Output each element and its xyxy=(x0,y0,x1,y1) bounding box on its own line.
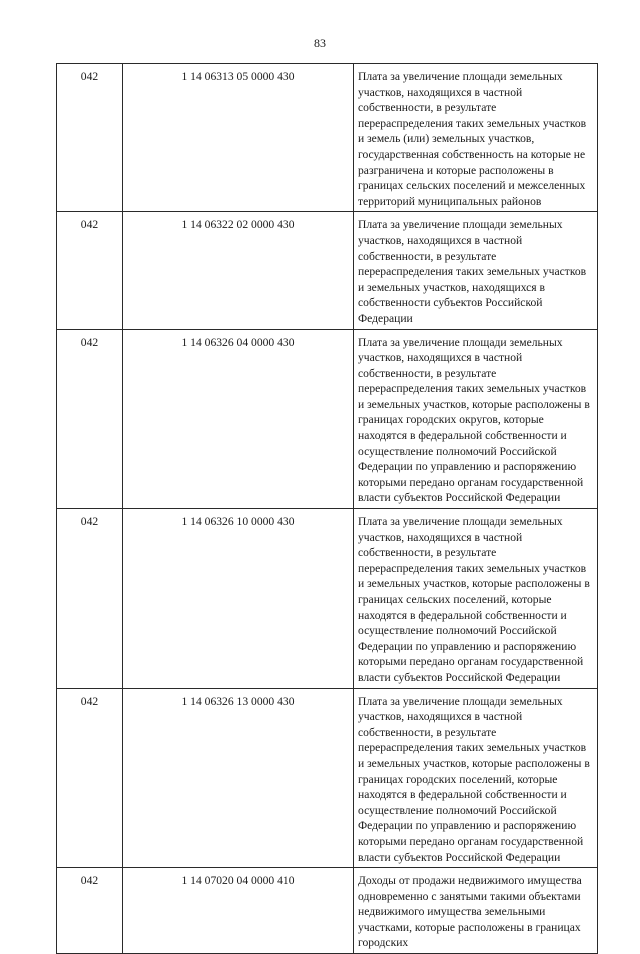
description-cell: Плата за увеличение площади земельных участков, находящихся в частной собственности, в результате перераспределения таких земельных участков и земельных участков, которые расположены в границах городских округов, которые находятся в федеральной собственности и осуществление полномочий Российской Федерации по управлению и распоряжению которыми передано органам государственной власти субъектов Российской Федерации xyxy=(354,329,598,509)
budget-code-cell: 1 14 07020 04 0000 410 xyxy=(123,868,354,954)
budget-code-cell: 1 14 06313 05 0000 430 xyxy=(123,64,354,212)
page-number: 83 xyxy=(314,36,326,50)
admin-code-cell: 042 xyxy=(57,64,123,212)
admin-code-cell: 042 xyxy=(57,212,123,329)
admin-code-cell: 042 xyxy=(57,688,123,868)
description-cell: Плата за увеличение площади земельных участков, находящихся в частной собственности, в результате перераспределения таких земельных участков и земельных участков, которые расположены в границах сельских поселений, которые находятся в федеральной собственности и осуществление полномочий Российской Федерации по управлению и распоряжению которыми передано органам государственной власти субъектов Российской Федерации xyxy=(354,509,598,689)
description-cell: Плата за увеличение площади земельных участков, находящихся в частной собственности, в результате перераспределения таких земельных участков и земель (или) земельных участков, государственная собственность на которые не разграничена и которые расположены в границах сельских поселений и межселенных территорий муниципальных районов xyxy=(354,64,598,212)
table-row xyxy=(57,64,598,212)
admin-code-cell: 042 xyxy=(57,329,123,509)
description-cell: Доходы от продажи недвижимого имущества одновременно с занятыми такими объектами недвижимого имущества земельными участками, которые расположены в границах городских xyxy=(354,868,598,954)
admin-code-cell: 042 xyxy=(57,509,123,689)
table-row xyxy=(57,329,598,509)
description-cell: Плата за увеличение площади земельных участков, находящихся в частной собственности, в результате перераспределения таких земельных участков и земельных участков, находящихся в собственности субъектов Российской Федерации xyxy=(354,212,598,329)
budget-code-cell: 1 14 06326 10 0000 430 xyxy=(123,509,354,689)
admin-code-cell: 042 xyxy=(57,868,123,954)
budget-revenue-table xyxy=(56,63,598,954)
budget-code-cell: 1 14 06322 02 0000 430 xyxy=(123,212,354,329)
table-row xyxy=(57,688,598,868)
table-row xyxy=(57,509,598,689)
budget-code-cell: 1 14 06326 04 0000 430 xyxy=(123,329,354,509)
table-row xyxy=(57,868,598,954)
description-cell: Плата за увеличение площади земельных участков, находящихся в частной собственности, в результате перераспределения таких земельных участков и земельных участков, которые расположены в границах городских поселений, которые находятся в федеральной собственности и осуществление полномочий Российской Федерации по управлению и распоряжению которыми передано органам государственной власти субъектов Российской Федерации xyxy=(354,688,598,868)
budget-code-cell: 1 14 06326 13 0000 430 xyxy=(123,688,354,868)
table-row xyxy=(57,212,598,329)
